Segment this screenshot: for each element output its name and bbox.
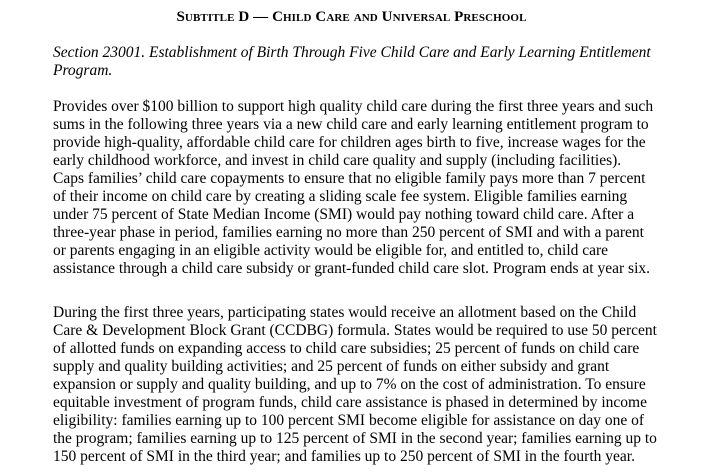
paragraph-line: Provides over $100 billion to support high quality child care during the first three years and such (53, 98, 654, 115)
paragraph-line: equitable investment of program funds, child care assistance is phased in determined by income (53, 394, 647, 411)
paragraph-line: of their income on child care by creating a sliding scale fee system. Eligible families earning (53, 188, 628, 205)
paragraph-line: the program; families earning up to 125 percent of SMI in the second year; families earning up to (53, 430, 657, 447)
paragraph-line: of allotted funds on expanding access to child care subsidies; 25 percent of funds on child care (53, 340, 640, 357)
paragraph-line: expansion or supply and quality building, and up to 7% on the cost of administration. To ensure (53, 376, 646, 393)
section-heading (53, 44, 693, 80)
section-heading-line: Program. (53, 62, 113, 79)
section-heading-line: Section 23001. Establishment of Birth Through Five Child Care and Early Learning Entitlement (53, 44, 651, 61)
paragraph-line: or parents engaging in an eligible activity would be eligible for, and entitled to, child care (53, 242, 609, 259)
paragraph-program-summary (53, 98, 703, 278)
paragraph-line: 150 percent of SMI in the third year; and families up to 250 percent of SMI in the fourth year. (53, 448, 635, 465)
paragraph-line: provide high-quality, affordable child care for children ages birth to five, increase wages for the (53, 134, 646, 151)
paragraph-line: Care & Development Block Grant (CCDBG) formula. States would be required to use 50 percent (53, 322, 657, 339)
paragraph-line: early childhood workforce, and invest in child care quality and supply (including facilities). (53, 152, 622, 169)
paragraph-line: assistance through a child care subsidy or grant-funded child care slot. Program ends at year six. (53, 260, 650, 277)
paragraph-line: supply and quality building activities; and 25 percent of funds on either subsidy and grant (53, 358, 610, 375)
paragraph-line: sums in the following three years via a new child care and early learning entitlement program to (53, 116, 649, 133)
paragraph-line: Caps families’ child care copayments to ensure that no eligible family pays more than 7 percent (53, 170, 646, 187)
paragraph-state-allotment (53, 304, 703, 466)
paragraph-line: During the first three years, participating states would receive an allotment based on the Child (53, 304, 637, 321)
paragraph-line: eligibility: families earning up to 100 percent SMI become eligible for assistance on day one of (53, 412, 644, 429)
paragraph-line: under 75 percent of State Median Income (SMI) would pay nothing toward child care. After a (53, 206, 635, 223)
paragraph-line: three-year phase in period, families earning no more than 250 percent of SMI and with a parent (53, 224, 644, 241)
subtitle-heading: Subtitle D — Child Care and Universal Preschool (176, 9, 527, 25)
